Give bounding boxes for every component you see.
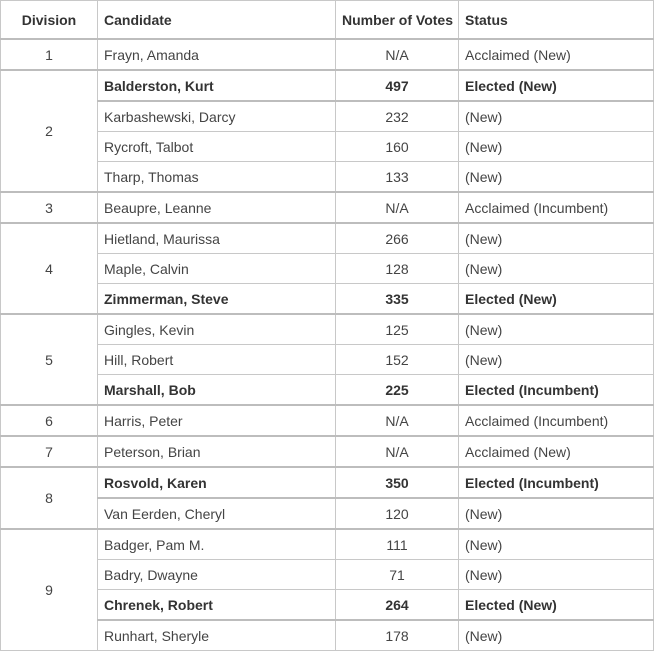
table-row	[1, 375, 654, 406]
table-row	[1, 467, 654, 498]
division-cell: 5	[1, 314, 98, 405]
candidate-cell: Frayn, Amanda	[98, 39, 336, 70]
table-row	[1, 223, 654, 254]
votes-cell: 497	[336, 70, 459, 101]
division-cell: 1	[1, 39, 98, 70]
votes-cell: N/A	[336, 405, 459, 436]
candidate-cell: Karbashewski, Darcy	[98, 101, 336, 132]
table-row	[1, 132, 654, 162]
status-cell: (New)	[459, 345, 654, 375]
candidate-cell: Beaupre, Leanne	[98, 192, 336, 223]
votes-cell: 128	[336, 254, 459, 284]
division-cell: 9	[1, 529, 98, 651]
votes-cell: 125	[336, 314, 459, 345]
table-row	[1, 101, 654, 132]
division-cell: 3	[1, 192, 98, 223]
table-row	[1, 620, 654, 651]
status-cell: (New)	[459, 620, 654, 651]
votes-cell: 111	[336, 529, 459, 560]
table-row	[1, 162, 654, 193]
candidate-cell: Peterson, Brian	[98, 436, 336, 467]
status-cell: (New)	[459, 498, 654, 529]
candidate-cell: Chrenek, Robert	[98, 590, 336, 621]
candidate-cell: Van Eerden, Cheryl	[98, 498, 336, 529]
votes-cell: 178	[336, 620, 459, 651]
votes-cell: 71	[336, 560, 459, 590]
status-cell: Acclaimed (New)	[459, 39, 654, 70]
table-row	[1, 254, 654, 284]
candidate-cell: Runhart, Sheryle	[98, 620, 336, 651]
table-row	[1, 284, 654, 315]
votes-cell: 120	[336, 498, 459, 529]
division-cell: 8	[1, 467, 98, 529]
status-cell: Elected (Incumbent)	[459, 467, 654, 498]
votes-cell: 264	[336, 590, 459, 621]
votes-cell: N/A	[336, 192, 459, 223]
table-row	[1, 590, 654, 621]
votes-cell: N/A	[336, 39, 459, 70]
candidate-cell: Zimmerman, Steve	[98, 284, 336, 315]
status-cell: Elected (New)	[459, 284, 654, 315]
table-row	[1, 345, 654, 375]
status-cell: (New)	[459, 162, 654, 193]
header-division: Division	[1, 1, 98, 40]
status-cell: Acclaimed (Incumbent)	[459, 192, 654, 223]
candidate-cell: Marshall, Bob	[98, 375, 336, 406]
candidate-cell: Gingles, Kevin	[98, 314, 336, 345]
status-cell: Acclaimed (Incumbent)	[459, 405, 654, 436]
votes-cell: 350	[336, 467, 459, 498]
status-cell: Elected (New)	[459, 590, 654, 621]
division-cell: 6	[1, 405, 98, 436]
division-cell: 4	[1, 223, 98, 314]
votes-cell: 160	[336, 132, 459, 162]
votes-cell: 133	[336, 162, 459, 193]
table-row	[1, 314, 654, 345]
header-candidate: Candidate	[98, 1, 336, 40]
header-status: Status	[459, 1, 654, 40]
header-votes: Number of Votes	[336, 1, 459, 40]
table-row	[1, 560, 654, 590]
votes-cell: 232	[336, 101, 459, 132]
status-cell: (New)	[459, 223, 654, 254]
votes-cell: 225	[336, 375, 459, 406]
table-row	[1, 192, 654, 223]
status-cell: Acclaimed (New)	[459, 436, 654, 467]
status-cell: (New)	[459, 132, 654, 162]
division-cell: 7	[1, 436, 98, 467]
candidate-cell: Tharp, Thomas	[98, 162, 336, 193]
candidate-cell: Harris, Peter	[98, 405, 336, 436]
table-row	[1, 39, 654, 70]
status-cell: (New)	[459, 101, 654, 132]
candidate-cell: Rycroft, Talbot	[98, 132, 336, 162]
candidate-cell: Maple, Calvin	[98, 254, 336, 284]
table-row	[1, 436, 654, 467]
candidate-cell: Badry, Dwayne	[98, 560, 336, 590]
table-row	[1, 70, 654, 101]
header-row	[1, 1, 654, 40]
votes-cell: 335	[336, 284, 459, 315]
status-cell: (New)	[459, 314, 654, 345]
candidate-cell: Hill, Robert	[98, 345, 336, 375]
table-row	[1, 529, 654, 560]
candidate-cell: Rosvold, Karen	[98, 467, 336, 498]
candidate-cell: Balderston, Kurt	[98, 70, 336, 101]
division-cell: 2	[1, 70, 98, 192]
votes-cell: 266	[336, 223, 459, 254]
table-row	[1, 498, 654, 529]
table-header	[1, 1, 654, 40]
status-cell: (New)	[459, 529, 654, 560]
candidate-cell: Badger, Pam M.	[98, 529, 336, 560]
status-cell: Elected (Incumbent)	[459, 375, 654, 406]
table-row	[1, 405, 654, 436]
votes-cell: N/A	[336, 436, 459, 467]
candidate-cell: Hietland, Maurissa	[98, 223, 336, 254]
status-cell: (New)	[459, 560, 654, 590]
table-body	[1, 39, 654, 651]
status-cell: (New)	[459, 254, 654, 284]
status-cell: Elected (New)	[459, 70, 654, 101]
votes-cell: 152	[336, 345, 459, 375]
